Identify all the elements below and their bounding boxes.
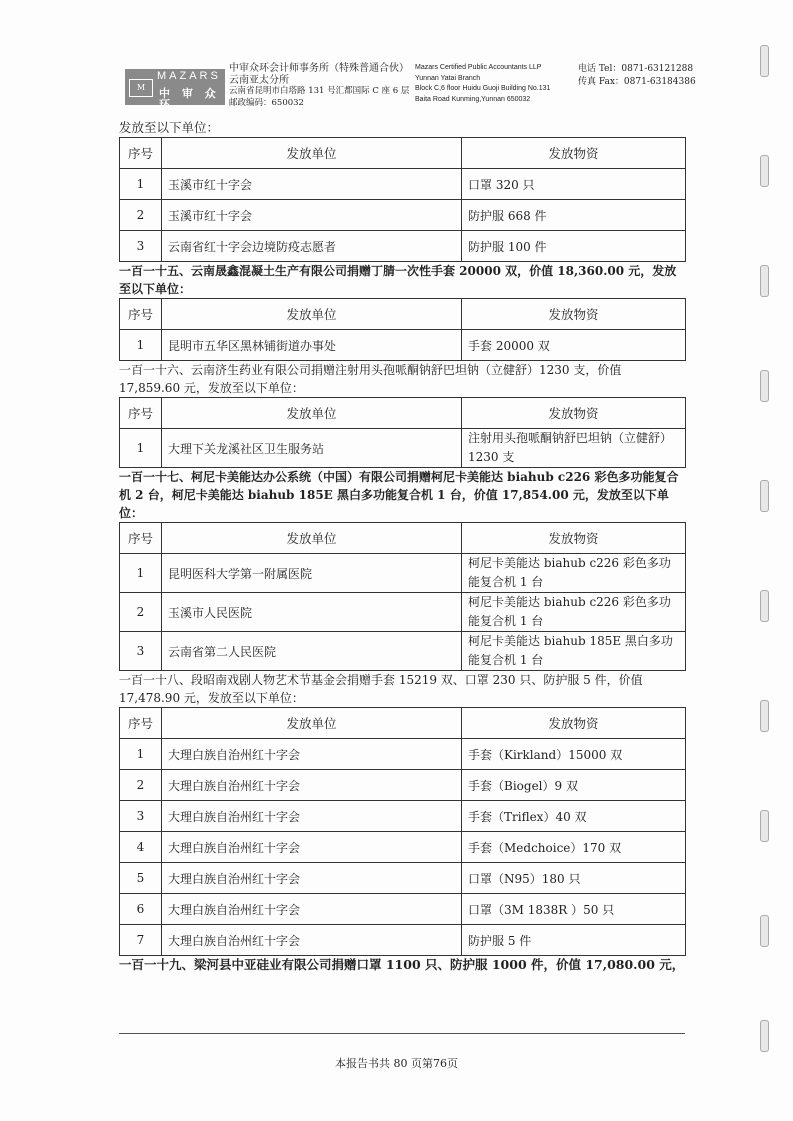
row-unit: 玉溪市红十字会 [162,200,462,231]
header-goods: 发放物资 [462,708,686,739]
table-row [120,593,686,632]
firm-name-en: Mazars Certified Public Accountants LLP [415,64,542,71]
row-no: 3 [120,632,162,671]
row-goods: 手套（Kirkland）15000 双 [462,739,686,770]
row-no: 3 [120,801,162,832]
binder-hole [760,370,769,402]
header-goods: 发放物资 [462,523,686,554]
branch-name-cn: 云南亚太分所 [229,74,289,86]
row-unit: 大理白族自治州红十字会 [162,925,462,956]
tel: 电话 Tel：0871-63121288 [578,64,694,74]
table-row [120,770,686,801]
row-goods: 防护服 5 件 [462,925,686,956]
row-no: 1 [120,554,162,593]
address-cn: 云南省昆明市白塔路 131 号汇都国际 C 座 6 层 [229,86,410,96]
row-no: 2 [120,200,162,231]
table-row [120,169,686,200]
row-unit: 大理白族自治州红十字会 [162,863,462,894]
binder-hole [760,155,769,187]
distribution-table [119,522,686,671]
row-unit: 大理白族自治州红十字会 [162,832,462,863]
row-unit: 昆明市五华区黑林铺街道办事处 [162,330,462,361]
row-goods: 防护服 100 件 [462,231,686,262]
row-goods: 防护服 668 件 [462,200,686,231]
row-no: 7 [120,925,162,956]
address-en-1: Block C,6 floor Huidu Guoji Building No.131 [415,85,551,92]
distribution-table [119,397,686,468]
header-no: 序号 [120,138,162,169]
letterhead [125,63,695,115]
binder-hole [760,915,769,947]
header-unit: 发放单位 [162,708,462,739]
row-no: 2 [120,593,162,632]
row-no: 1 [120,330,162,361]
firm-logo [125,69,225,111]
letterhead-cn [229,63,409,109]
row-unit: 大理下关龙溪社区卫生服务站 [162,429,462,468]
letterhead-en [415,63,550,105]
row-unit: 大理白族自治州红十字会 [162,801,462,832]
report-body [119,119,685,974]
binder-hole [760,590,769,622]
table-row [120,429,686,468]
row-no: 6 [120,894,162,925]
distribution-table [119,707,686,956]
table-header-row [120,299,686,330]
section-title-118: 一百一十八、段昭南戏剧人物艺术节基金会捐赠手套 15219 双、口罩 230 只、防护服 5 件，价值 17,478.90 元，发放至以下单位： [119,673,643,705]
row-goods: 手套（Triflex）40 双 [462,801,686,832]
section-title-119: 一百一十九、梁河县中亚硅业有限公司捐赠口罩 1100 只、防护服 1000 件，价值 17,080.00 元， [119,957,685,972]
row-unit: 昆明医科大学第一附属医院 [162,554,462,593]
table-row [120,330,686,361]
letterhead-contact [578,63,696,89]
row-unit: 玉溪市人民医院 [162,593,462,632]
binder-hole [760,1020,769,1052]
row-no: 3 [120,231,162,262]
row-no: 1 [120,429,162,468]
section-title-117: 一百一十七、柯尼卡美能达办公系统（中国）有限公司捐赠柯尼卡美能达 biahub c226 彩色多功能复合机 2 台，柯尼卡美能达 biahub 185E 黑白多功能复合机 1 台，价值 17,854.00 元，发放至以下单位： [119,470,679,520]
header-no: 序号 [120,299,162,330]
row-goods: 柯尼卡美能达 biahub c226 彩色多功能复合机 1 台 [462,593,686,632]
row-no: 1 [120,739,162,770]
table-row [120,801,686,832]
row-goods: 柯尼卡美能达 biahub c226 彩色多功能复合机 1 台 [462,554,686,593]
logo-cn: 中 审 众 环 [159,87,220,111]
row-goods: 柯尼卡美能达 biahub 185E 黑白多功能复合机 1 台 [462,632,686,671]
row-no: 2 [120,770,162,801]
binder-hole [760,265,769,297]
header-unit: 发放单位 [162,523,462,554]
row-goods: 注射用头孢哌酮钠舒巴坦钠（立健舒）1230 支 [462,429,686,468]
table-row [120,200,686,231]
row-goods: 手套（Biogel）9 双 [462,770,686,801]
postcode-cn: 邮政编码：650032 [229,97,304,108]
row-unit: 大理白族自治州红十字会 [162,739,462,770]
distribution-table [119,137,686,262]
row-no: 1 [120,169,162,200]
row-goods: 手套 20000 双 [462,330,686,361]
table-row [120,554,686,593]
firm-name-cn: 中审众环会计师事务所（特殊普通合伙） [229,63,409,74]
section-title-115: 一百一十五、云南晟鑫混凝土生产有限公司捐赠丁腈一次性手套 20000 双，价值 18,360.00 元，发放至以下单位： [119,264,677,296]
header-no: 序号 [120,398,162,429]
table-row [120,231,686,262]
table-row [120,894,686,925]
header-unit: 发放单位 [162,138,462,169]
address-en-2: Baita Road Kunming,Yunnan 650032 [415,95,531,103]
logo-mark: M [129,79,153,97]
row-unit: 大理白族自治州红十字会 [162,770,462,801]
binder-hole [760,45,769,77]
distribution-table [119,298,686,361]
table-header-row [120,398,686,429]
header-goods: 发放物资 [462,398,686,429]
table-header-row [120,523,686,554]
header-goods: 发放物资 [462,299,686,330]
row-unit: 大理白族自治州红十字会 [162,894,462,925]
footer-rule [119,1033,685,1034]
header-unit: 发放单位 [162,398,462,429]
logo-text: MAZARS [157,70,221,82]
table-row [120,832,686,863]
row-goods: 口罩（N95）180 只 [462,863,686,894]
table-header-row [120,138,686,169]
binder-hole [760,480,769,512]
intro-line: 发放至以下单位： [119,120,220,135]
header-no: 序号 [120,523,162,554]
page-footer: 本报告书共 80 页第76页 [335,1057,458,1070]
table-row [120,739,686,770]
row-no: 4 [120,832,162,863]
row-unit: 云南省红十字会边境防疫志愿者 [162,231,462,262]
row-unit: 云南省第二人民医院 [162,632,462,671]
table-row [120,863,686,894]
table-header-row [120,708,686,739]
row-no: 5 [120,863,162,894]
header-no: 序号 [120,708,162,739]
table-row [120,632,686,671]
table-row [120,925,686,956]
row-unit: 玉溪市红十字会 [162,169,462,200]
header-unit: 发放单位 [162,299,462,330]
row-goods: 口罩 320 只 [462,169,686,200]
binder-hole [760,810,769,842]
row-goods: 口罩（3M 1838R ）50 只 [462,894,686,925]
binder-hole [760,700,769,732]
fax: 传真 Fax：0871-63184386 [578,77,696,87]
header-goods: 发放物资 [462,138,686,169]
row-goods: 手套（Medchoice）170 双 [462,832,686,863]
section-title-116: 一百一十六、云南济生药业有限公司捐赠注射用头孢哌酮钠舒巴坦钠（立健舒）1230 支，价值 17,859.60 元，发放至以下单位： [119,363,622,395]
branch-name-en: Yunnan Yatai Branch [415,74,481,82]
